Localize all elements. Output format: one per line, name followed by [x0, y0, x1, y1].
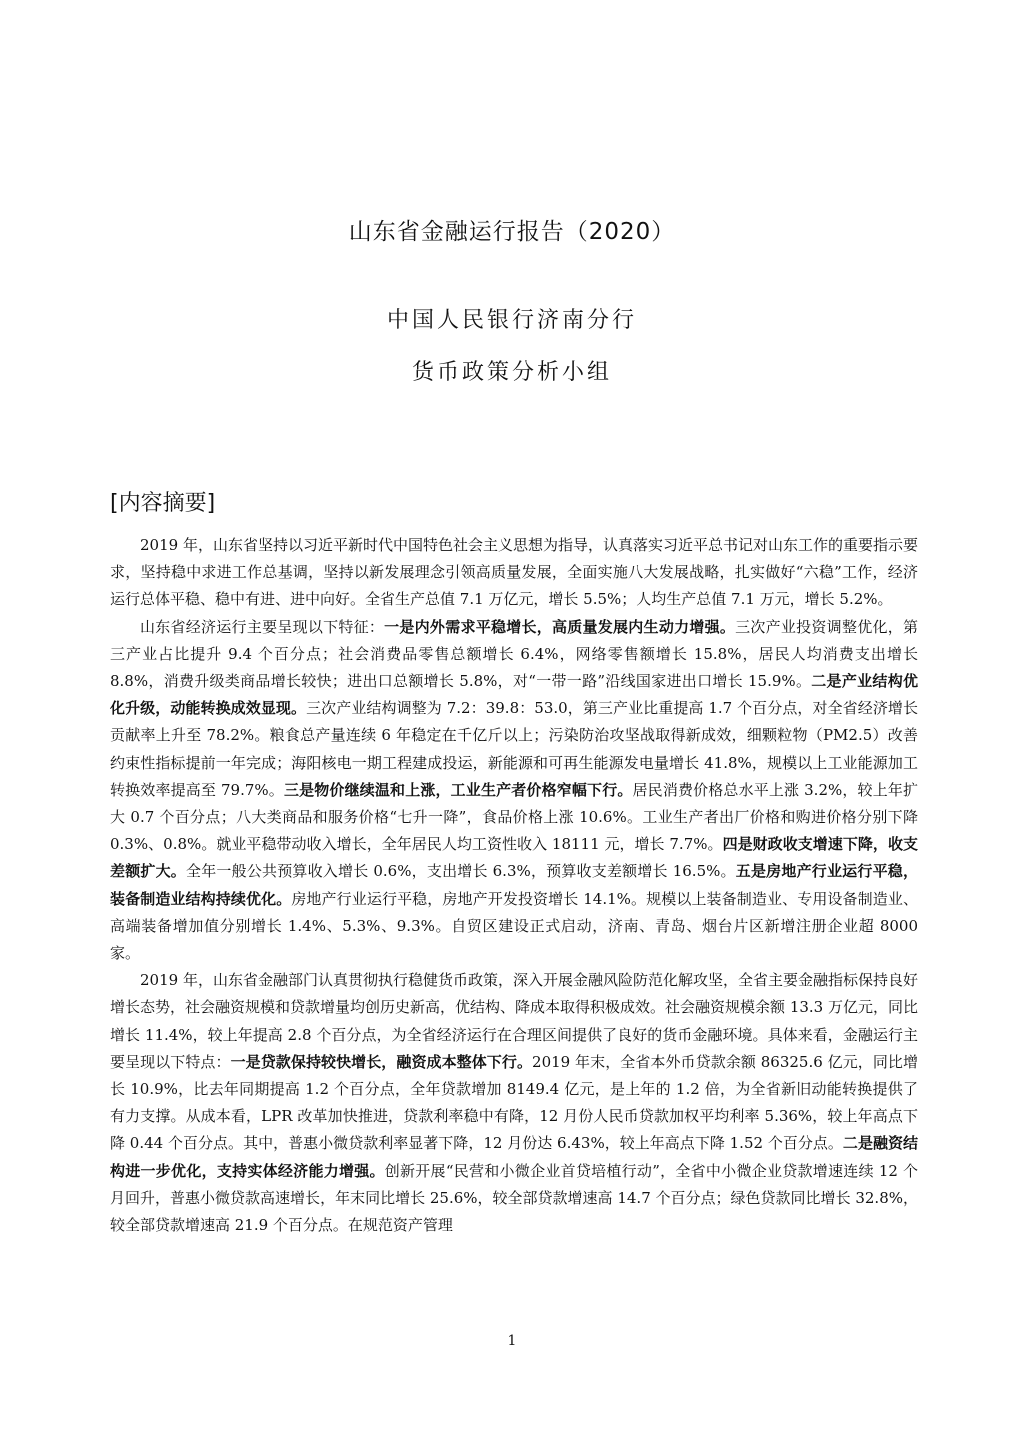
report-title: 山东省金融运行报告（2020）: [348, 219, 676, 245]
paragraph-text: 2019 年，山东省金融部门认真贯彻执行稳健货币政策，深入开展金融风险防范化解攻坚，全省主要金融指标保持良好增长态势，社会融资规模和贷款增量均创历史新高，优结构、降成本取得积极成效。社会融资规模余额 13.3 万亿元，同比增长 11.4%，较上年提高 2.8 个百分点，为全省经济运行在合理区间提供了良好的货币金融环境。具体来看，金融运行主要呈现以下特点：: [110, 971, 918, 1071]
abstract-body: [110, 532, 918, 1239]
highlight-statement: 二是产业结构优化升级，动能转换成效显现。: [110, 672, 918, 718]
issuing-department: 货币政策分析小组: [411, 360, 612, 385]
paragraph-text: 2019 年，山东省坚持以习近平新时代中国特色社会主义思想为指导，认真落实习近平总书记对山东工作的重要指示要求，坚持稳中求进工作总基调，坚持以新发展理念引领高质量发展，全面实施八大发展战略，扎实做好“六稳”工作，经济运行总体平稳、稳中有进、进中向好。全省生产总值 7.1 万亿元，增长 5.5%；人均生产总值 7.1 万元，增长 5.2%。: [110, 536, 918, 609]
paragraph-text: 全年一般公共预算收入增长 0.6%，支出增长 6.3%，预算收支差额增长 16.5%。: [186, 862, 736, 881]
issuing-organization: 中国人民银行济南分行: [386, 308, 637, 333]
paragraph-text: 创新开展“民营和小微企业首贷培植行动”，全省中小微企业贷款增速连续 12 个月回升，普惠小微贷款高速增长，年末同比增长 25.6%，较全部贷款增速高 14.7 个百分点；绿色贷款同比增长 32.8%，较全部贷款增速高 21.9 个百分点。在规范资产管理: [110, 1161, 918, 1235]
paragraph-text: 居民消费价格总水平上涨 3.2%，较上年扩大 0.7 个百分点；八大类商品和服务价格“七升一降”，食品价格上涨 10.6%。工业生产者出厂价格和购进价格分别下降 0.3%、0.8%。就业平稳带动收入增长，全年居民人均工资性收入 18111 元，增长 7.7%。: [110, 780, 919, 854]
highlight-statement: 二是融资结构进一步优化，支持实体经济能力增强。: [110, 1134, 918, 1180]
highlight-statement: 三是物价继续温和上涨，工业生产者价格窄幅下行。: [283, 780, 633, 799]
highlight-statement: 一是贷款保持较快增长，融资成本整体下行。: [230, 1052, 533, 1071]
body-paragraph: [110, 614, 918, 968]
body-paragraph: [110, 967, 918, 1239]
paragraph-text: 山东省经济运行主要呈现以下特征：: [140, 617, 385, 636]
paragraph-text: 三次产业结构调整为 7.2：39.8：53.0，第三产业比重提高 1.7 个百分点，对全省经济增长贡献率上升至 78.2%。粮食总产量连续 6 年稳定在千亿斤以上；污染防治攻坚战取得新成效，细颗粒物（PM2.5）改善约束性指标提前一年完成；海阳核电一期工程建成投运，新能源和可再生能源发电量增长 41.8%，规模以上工业能源加工转换效率提高至 79.7%。: [110, 699, 918, 799]
page-number: 1: [507, 1333, 517, 1349]
highlight-statement: 五是房地产行业运行平稳，装备制造业结构持续优化。: [110, 862, 918, 908]
highlight-statement: 一是内外需求平稳增长，高质量发展内生动力增强。: [384, 617, 736, 636]
paragraph-text: 房地产行业运行平稳，房地产开发投资增长 14.1%。规模以上装备制造业、专用设备制造业、高端装备增加值分别增长 1.4%、5.3%、9.3%。自贸区建设正式启动，济南、青岛、烟台片区新增注册企业超 8000 家。: [110, 889, 918, 963]
paragraph-text: 2019 年末，全省本外币贷款余额 86325.6 亿元，同比增长 10.9%，比去年同期提高 1.2 个百分点，全年贷款增加 8149.4 亿元，是上年的 1.2 倍，为全省新旧动能转换提供了有力支撑。从成本看，LPR 改革加快推进，贷款利率稳中有降，12 月份人民币贷款加权平均利率 5.36%，较上年高点下降 0.44 个百分点。其中，普惠小微贷款利率显著下降，12 月份达 6.43%，较上年高点下降 1.52 个百分点。: [110, 1052, 918, 1153]
highlight-statement: 四是财政收支增速下降，收支差额扩大。: [110, 835, 918, 881]
paragraph-text: 三次产业投资调整优化，第三产业占比提升 9.4 个百分点；社会消费品零售总额增长 6.4%，网络零售额增长 15.8%，居民人均消费支出增长 8.8%，消费升级类商品增长较快；进出口总额增长 5.8%，对“一带一路”沿线国家进出口增长 15.9%。: [110, 617, 918, 691]
abstract-heading: [内容摘要]: [110, 491, 216, 516]
body-paragraph: [110, 532, 918, 614]
